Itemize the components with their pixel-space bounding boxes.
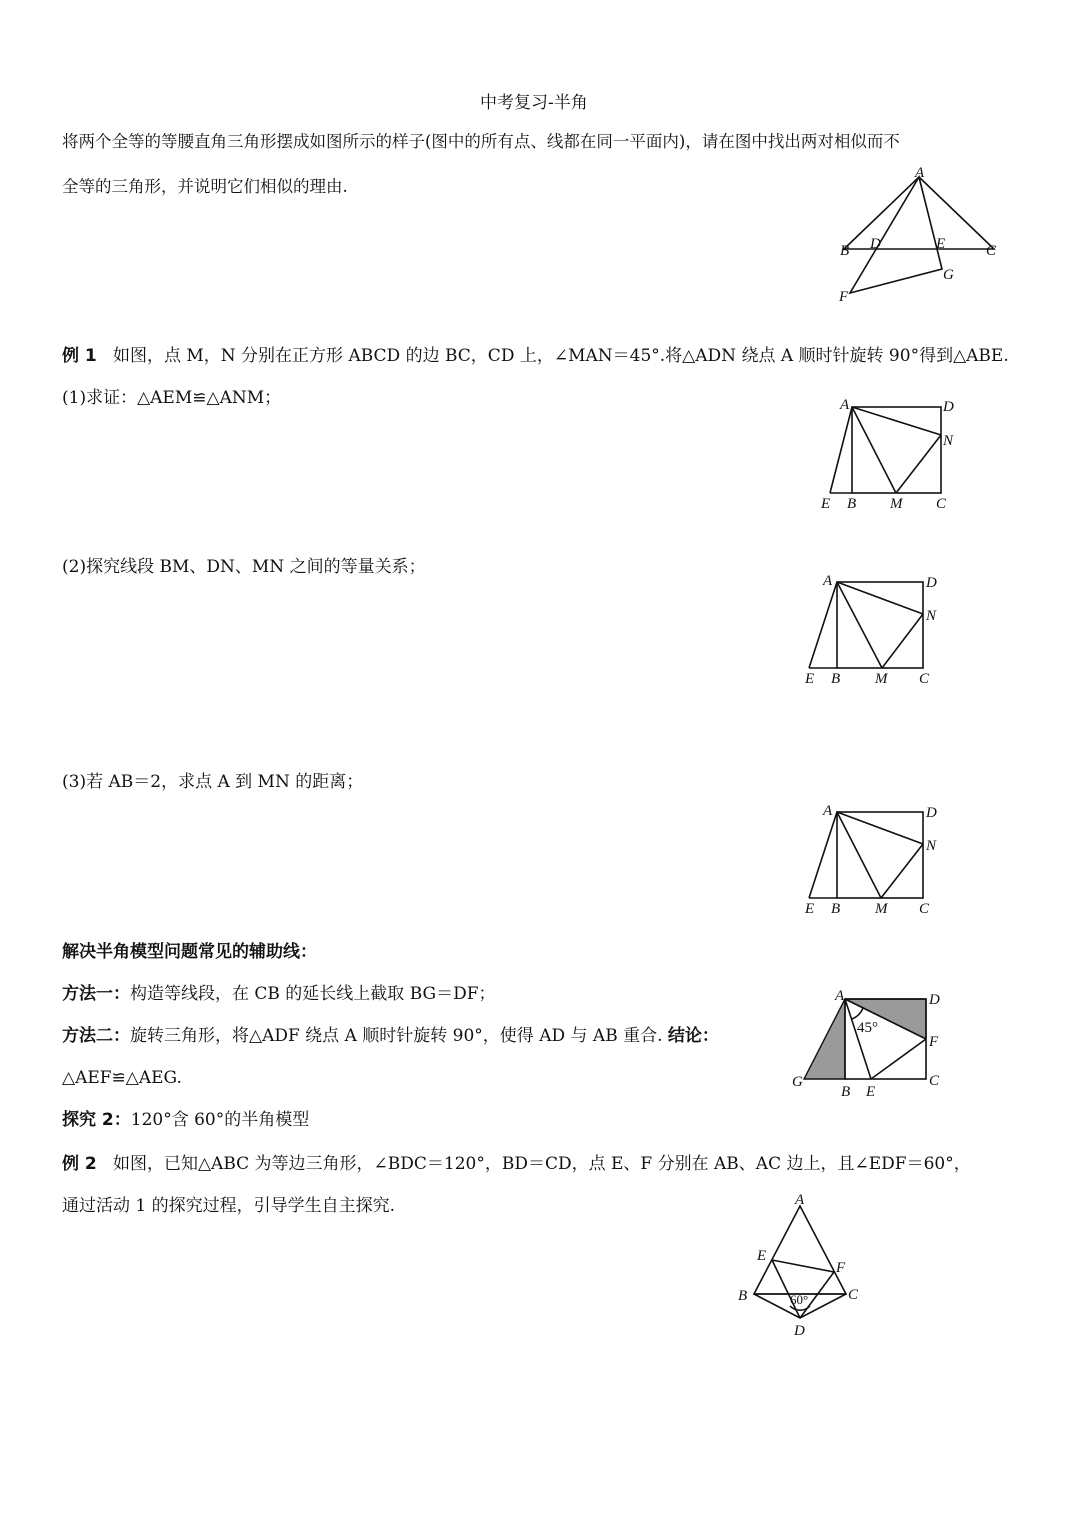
segment-ae — [830, 407, 852, 493]
example1-q1: (1)求证：△AEM≌△ANM； — [62, 388, 282, 408]
segment-ef — [772, 1260, 834, 1272]
label-d: D — [943, 399, 954, 415]
example2-line-1 — [62, 1152, 971, 1176]
intro-figure — [830, 165, 1010, 310]
example1-line — [62, 344, 1009, 368]
example1-label: 例 1 — [62, 346, 97, 366]
square-figure-2 — [795, 570, 955, 690]
method2-label: 方法二： — [62, 1026, 130, 1046]
segment-am — [837, 812, 881, 898]
segment-ae — [809, 582, 837, 668]
label-n: N — [943, 433, 954, 449]
segment-ae — [845, 999, 871, 1079]
example1-q3: (3)若 AB＝2，求点 A 到 MN 的距离； — [62, 772, 364, 792]
square-abcd — [852, 407, 941, 493]
label-f: F — [929, 1034, 939, 1050]
label-a: A — [840, 397, 850, 413]
square-abcd — [837, 582, 923, 668]
label-e: E — [866, 1084, 876, 1100]
square-figure-3 — [795, 800, 955, 920]
label-a: A — [795, 1192, 805, 1208]
label-b: B — [841, 1084, 851, 1100]
label-c: C — [919, 901, 930, 917]
method-figure — [790, 985, 960, 1100]
method2-text: 旋转三角形，将△ADF 绕点 A 顺时针旋转 90°，使得 AD 与 AB 重合. — [130, 1026, 663, 1046]
segment-an — [852, 407, 941, 435]
label-a: A — [823, 573, 833, 589]
method1-label: 方法一： — [62, 984, 130, 1004]
square-figure-1 — [810, 395, 970, 515]
label-b: B — [847, 496, 857, 512]
label-c: C — [919, 671, 930, 687]
example1-q2: (2)探究线段 BM、DN、MN 之间的等量关系； — [62, 557, 426, 577]
method1-line — [62, 982, 496, 1006]
label-m: M — [875, 671, 888, 687]
label-f: F — [836, 1260, 846, 1276]
triangle-abc — [844, 177, 994, 249]
label-b: B — [840, 243, 850, 259]
label-e: E — [757, 1248, 767, 1264]
example2-figure — [730, 1190, 880, 1340]
explore2-label: 探究 2： — [62, 1110, 131, 1130]
methods-heading: 解决半角模型问题常见的辅助线： — [62, 942, 317, 962]
intro-line-2: 全等的三角形，并说明它们相似的理由. — [62, 177, 348, 196]
label-d: D — [926, 805, 937, 821]
label-c: C — [929, 1073, 940, 1089]
label-c: C — [936, 496, 947, 512]
label-e: E — [805, 671, 815, 687]
method2-line — [62, 1024, 719, 1048]
segment-an — [837, 812, 923, 844]
label-b: B — [831, 901, 841, 917]
segment-am — [837, 582, 882, 668]
label-a: A — [915, 165, 925, 181]
page-title: 中考复习-半角 — [480, 93, 588, 113]
explore2-text: 120°含 60°的半角模型 — [130, 1110, 310, 1130]
segment-mn — [896, 435, 941, 493]
explore2-line — [62, 1108, 309, 1132]
shaded-triangle-abg — [804, 999, 845, 1079]
segment-ef — [871, 1039, 926, 1079]
label-n: N — [926, 838, 937, 854]
label-e: E — [821, 496, 831, 512]
label-d: D — [794, 1323, 805, 1339]
square-abcd — [837, 812, 923, 898]
label-d: D — [926, 575, 937, 591]
label-d: D — [929, 992, 940, 1008]
label-e: E — [805, 901, 815, 917]
example2-line-2: 通过活动 1 的探究过程，引导学生自主探究. — [62, 1196, 396, 1216]
segment-mn — [882, 614, 923, 668]
method2-conclusion: △AEF≌△AEG. — [62, 1068, 182, 1088]
method1-text: 构造等线段，在 CB 的延长线上截取 BG＝DF； — [130, 984, 496, 1004]
label-m: M — [875, 901, 888, 917]
label-b: B — [831, 671, 841, 687]
segment-an — [837, 582, 923, 614]
label-f: F — [839, 289, 849, 305]
segment-ae — [809, 812, 837, 898]
label-c: C — [986, 243, 997, 259]
label-g: G — [943, 267, 954, 283]
label-m: M — [890, 496, 903, 512]
example1-text: 如图，点 M，N 分别在正方形 ABCD 的边 BC，CD 上，∠MAN＝45°.将△ADN 绕点 A 顺时针旋转 90°得到△ABE. — [112, 346, 1009, 366]
triangle-afg — [850, 177, 942, 293]
angle-arc — [852, 1008, 863, 1019]
segment-am — [852, 407, 896, 493]
angle-label: 60° — [790, 1292, 809, 1307]
label-n: N — [926, 608, 937, 624]
triangle-abc — [754, 1206, 846, 1294]
label-b: B — [738, 1288, 748, 1304]
example2-text: 如图，已知△ABC 为等边三角形，∠BDC＝120°，BD＝CD，点 E、F 分别在 AB、AC 边上，且∠EDF＝60°， — [112, 1154, 971, 1174]
label-a: A — [823, 803, 833, 819]
label-g: G — [792, 1074, 803, 1090]
label-a: A — [835, 988, 845, 1004]
segment-mn — [881, 844, 923, 898]
method2-conclusion-label: 结论： — [667, 1026, 719, 1046]
label-d: D — [870, 236, 881, 252]
intro-line-1: 将两个全等的等腰直角三角形摆成如图所示的样子(图中的所有点、线都在同一平面内)，请在图中找出两对相似而不 — [62, 132, 900, 151]
angle-label: 45° — [857, 1020, 878, 1036]
label-e: E — [936, 236, 946, 252]
label-c: C — [848, 1287, 859, 1303]
example2-label: 例 2 — [62, 1154, 97, 1174]
